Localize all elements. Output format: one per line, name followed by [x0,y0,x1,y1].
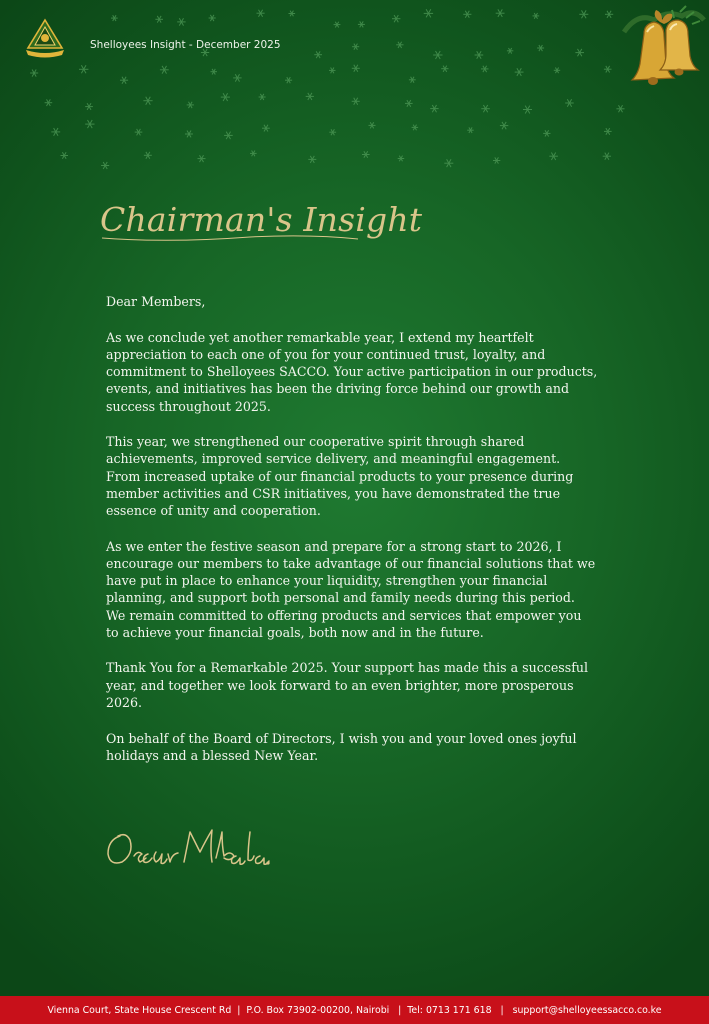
footer-contact-bar: Vienna Court, State House Crescent Rd | P.O. Box 73902-00200, Nairobi | Tel: 0713 171 618 | support@shelloyeessacco.co.ke [0,996,709,1024]
snowflake-icon [289,11,296,17]
snowflake-icon [262,125,270,132]
snowflake-icon [224,132,233,140]
snowflake-icon [233,74,241,81]
snowflake-icon [507,48,513,54]
snowflake-icon [369,122,376,128]
salutation: Dear Members, [106,294,206,309]
snowflake-icon [250,151,257,157]
snowflake-icon [537,45,544,51]
title-flourish [100,232,360,244]
snowflake-icon [430,105,438,112]
snowflake-pattern [0,0,709,200]
letter-paragraph: This year, we strengthened our cooperative spirit through shared achievements, improved service delivery, and meaningful engagement. From increased uptake of our financial products to your presence during member activities and CSR initiatives, you have demonstrated the true essence of unity and cooperation. [106,434,574,519]
snowflake-icon [543,130,550,136]
sacco-logo-icon [22,18,68,60]
snowflake-icon [500,122,508,129]
publication-header: Shelloyees Insight - December 2025 [90,39,281,51]
snowflake-icon [61,152,69,158]
snowflake-icon [554,68,560,74]
snowflake-icon [85,120,94,128]
snowflake-icon [405,100,413,107]
snowflake-icon [177,18,185,25]
snowflake-icon [396,42,403,48]
snowflake-icon [565,99,574,106]
snowflake-icon [120,77,128,84]
snowflake-icon [412,125,419,131]
snowflake-icon [155,16,163,23]
snowflake-icon [329,68,336,74]
snowflake-icon [352,44,359,50]
snowflake-icon [198,155,206,162]
snowflake-icon [463,11,471,18]
snowflake-icon [209,15,216,21]
snowflake-icon [306,93,314,100]
snowflake-icon [257,10,265,17]
snowflake-icon [185,131,193,138]
snowflake-icon [30,70,38,77]
snowflake-icon [603,153,611,160]
snowflake-icon [352,98,360,105]
snowflake-icon [475,51,484,59]
handwritten-signature [104,822,272,874]
snowflake-icon [334,22,341,28]
letter-paragraph: As we conclude yet another remarkable year, I extend my heartfelt appreciation to each one of you for your continued trust, loyalty, and commitment to Shelloyees SACCO. Your active participation in our products, events, and initiatives has been the driving force behind our growth and success throughout 2025. [106,329,598,414]
snowflake-icon [79,65,88,73]
snowflake-icon [496,9,505,17]
page-title: Chairman's Insight [100,200,423,239]
snowflake-icon [111,15,118,21]
snowflake-icon [329,129,336,135]
snowflake-icon [51,128,60,136]
snowflake-icon [352,65,360,72]
snowflake-icon [144,152,152,159]
snowflake-icon [135,129,143,136]
snowflake-icon [616,105,624,112]
snowflake-icon [467,127,474,133]
letter-body [106,293,598,782]
snowflake-icon [187,102,194,108]
snowflake-icon [533,13,540,19]
snowflake-icon [143,97,152,105]
letter-paragraph: On behalf of the Board of Directors, I wish you and your loved ones joyful holidays and a blessed New Year. [106,730,577,763]
snowflake-icon [362,151,370,158]
snowflake-icon [444,159,453,167]
snowflake-icon [392,15,400,22]
snowflake-icon [481,66,489,72]
snowflake-icon [101,162,109,169]
snowflake-icon [493,157,500,163]
snowflake-icon [605,11,613,18]
christmas-bells-icon [614,4,706,92]
snowflake-icon [549,153,558,161]
snowflake-icon [259,94,266,100]
snowflake-icon [285,77,292,83]
snowflake-icon [481,105,490,112]
snowflake-icon [85,103,93,110]
snowflake-icon [515,68,524,76]
snowflake-icon [433,51,442,59]
snowflake-icon [221,93,230,101]
snowflake-icon [523,106,532,114]
snowflake-icon [441,66,448,72]
snowflake-icon [211,69,218,75]
snowflake-icon [409,77,416,83]
snowflake-icon [604,128,612,135]
snowflake-icon [579,10,588,18]
snowflake-icon [424,9,433,17]
snowflake-icon [358,21,365,27]
snowflake-icon [604,66,612,73]
snowflake-icon [308,156,316,163]
snowflake-icon [398,156,405,162]
snowflake-icon [314,51,322,58]
snowflake-icon [160,66,169,74]
letter-paragraph: Thank You for a Remarkable 2025. Your support has made this a successful year, and together we look forward to an even brighter, more prosperous 2026. [106,660,588,710]
snowflake-icon [575,49,584,56]
letter-paragraph: As we enter the festive season and prepare for a strong start to 2026, I encourage our members to take advantage of our financial solutions that we have put in place to enhance your liquidity, strengthen your financial planning, and support both personal and family needs during this period. We remain committed to offering products and services that empower you to achieve your financial goals, both now and in the future. [106,538,596,640]
snowflake-icon [45,99,53,106]
